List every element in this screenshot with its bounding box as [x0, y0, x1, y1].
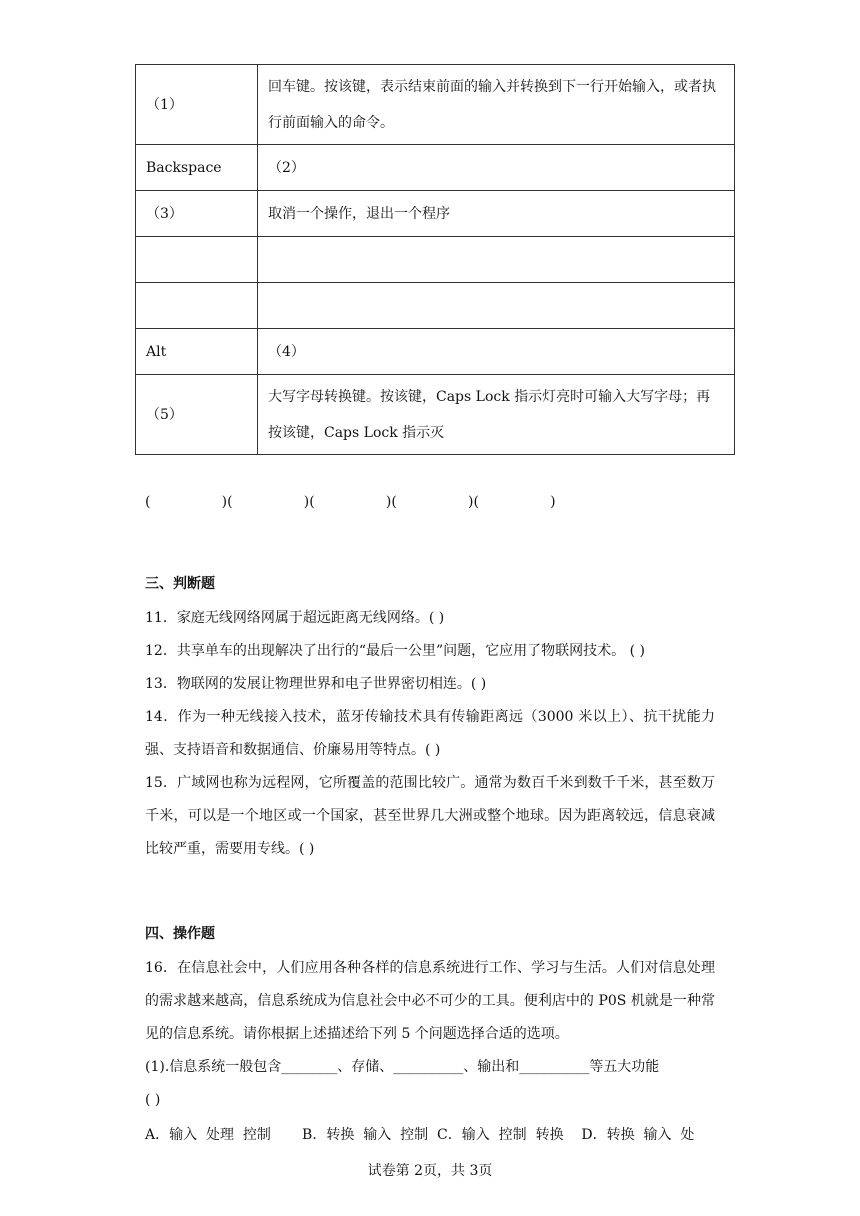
key-function-cell: [258, 283, 735, 329]
section-title: 四、操作题: [145, 926, 215, 942]
key-name-cell: （3）: [136, 191, 258, 237]
key-function-cell: 回车键。按该键，表示结束前面的输入并转换到下一行开始输入，或者执行前面输入的命令。: [258, 65, 735, 145]
key-function-cell: （4）: [258, 329, 735, 375]
question-14: 14．作为一种无线接入技术，蓝牙传输技术具有传输距离远（3000 米以上）、抗干扰能力强、支持语音和数据通信、价廉易用等特点。( ): [145, 709, 715, 758]
answer-options: A．输入 处理 控制 B．转换 输入 控制 C．输入 控制 转换 D．转换 输入 处: [145, 1127, 695, 1143]
question-16: 16．在信息社会中，人们应用各种各样的信息系统进行工作、学习与生活。人们对信息处理的需求越来越高，信息系统成为信息社会中必不可少的工具。便利店中的 P0S 机就是一种常见的信息系统。请你根据上述描述给下列 5 个问题选择合适的选项。: [145, 960, 715, 1042]
key-function-cell: 大写字母转换键。按该键，Caps Lock 指示灯亮时可输入大写字母；再按该键，Caps Lock 指示灭: [258, 375, 735, 455]
page-footer: 试卷第 2页，共 3页: [367, 1163, 493, 1179]
key-name-cell: Alt: [136, 329, 258, 375]
key-name-cell: （5）: [136, 375, 258, 455]
section-title: 三、判断题: [145, 576, 215, 592]
answer-blanks: ( )( )( )( )( ): [145, 494, 556, 510]
key-name-cell: [136, 237, 258, 283]
key-function-cell: 取消一个操作，退出一个程序: [258, 191, 735, 237]
table-row: [136, 145, 735, 191]
table-row: [136, 375, 735, 455]
question-15: 15．广域网也称为远程网，它所覆盖的范围比较广。通常为数百千米到数千千米，甚至数万千米，可以是一个地区或一个国家，甚至世界几大洲或整个地球。因为距离较远，信息衰减比较严重，需要用专线。( ): [145, 775, 715, 857]
key-name-cell: [136, 283, 258, 329]
question-11: 11．家庭无线网络网属于超远距离无线网络。( ): [145, 610, 445, 626]
table-row: [136, 65, 735, 145]
table-row: [136, 191, 735, 237]
question-12: 12．共享单车的出现解决了出行的“最后一公里”问题，它应用了物联网技术。 ( ): [145, 643, 645, 659]
section-operation: [145, 922, 715, 1117]
table-row: [136, 283, 735, 329]
section-judgement: [145, 572, 715, 866]
answer-paren: ( ): [145, 1092, 161, 1108]
keyboard-keys-table: [135, 64, 735, 455]
key-name-cell: （1）: [136, 65, 258, 145]
table-row: [136, 237, 735, 283]
table-row: [136, 329, 735, 375]
question-13: 13．物联网的发展让物理世界和电子世界密切相连。( ): [145, 676, 487, 692]
question-16-sub-1: (1).信息系统一般包含________、存储、__________、输出和__________等五大功能: [145, 1059, 660, 1075]
key-name-cell: Backspace: [136, 145, 258, 191]
key-function-cell: [258, 237, 735, 283]
key-function-cell: （2）: [258, 145, 735, 191]
